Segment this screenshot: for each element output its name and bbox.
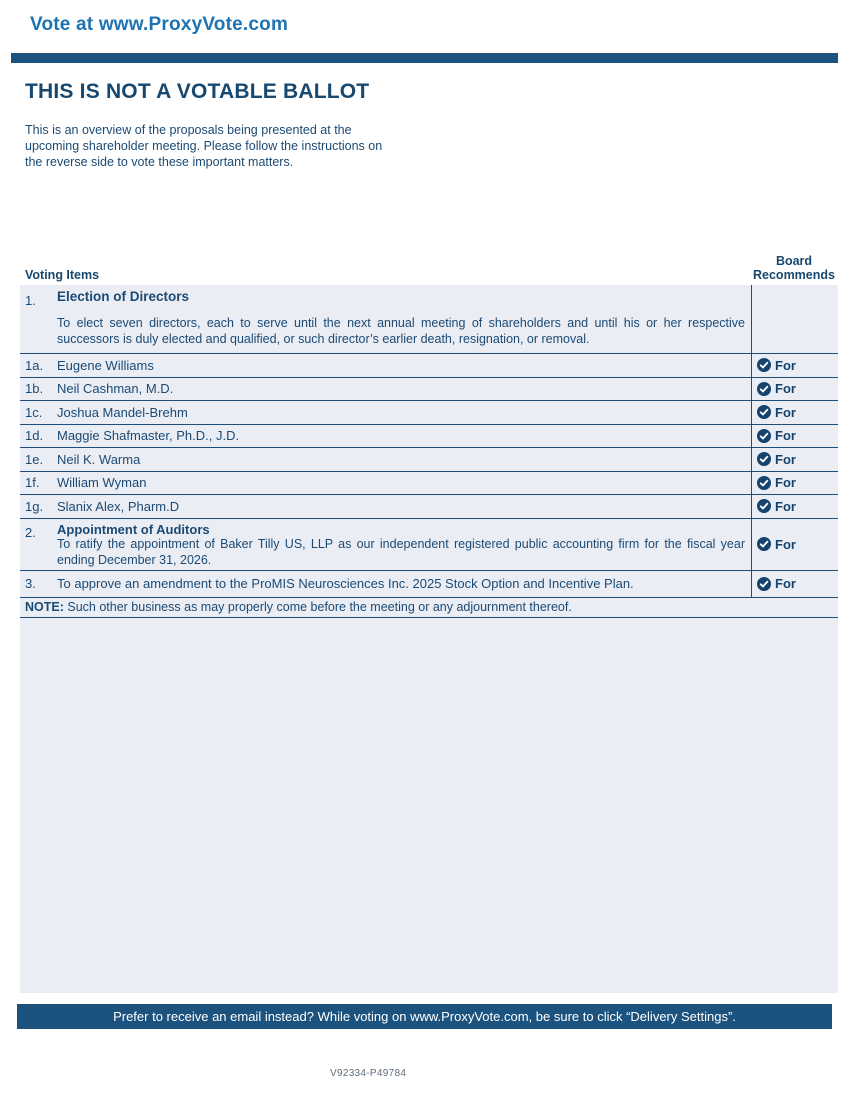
item-number: 1.: [25, 293, 36, 308]
row-main-cell: [20, 472, 752, 495]
item-number: 2.: [25, 524, 36, 540]
recommendation-cell: [752, 519, 838, 570]
item-description: To elect seven directors, each to serve until the next annual meeting of shareholders and until his or her respective successors is duly elected and qualified, or such director’s earlier death, resignation, or removal.: [57, 316, 745, 346]
candidate-name: Neil K. Warma: [57, 451, 141, 467]
table-row-candidate: [20, 448, 838, 472]
proxyvote-link: Vote at www.ProxyVote.com: [30, 14, 289, 35]
check-circle-icon: [757, 452, 771, 466]
voting-table: [20, 252, 838, 993]
check-circle-icon: [757, 429, 771, 443]
recommendation-label: For: [775, 357, 796, 373]
row-main-cell: [20, 448, 752, 471]
recommendation-label: For: [775, 404, 796, 420]
item-number: 1d.: [25, 428, 44, 444]
row-main-cell: [20, 495, 752, 518]
recommendation-cell: [752, 571, 838, 597]
item-number: 3.: [25, 576, 36, 591]
recommendation-label: For: [775, 381, 796, 397]
recommendation-label: For: [775, 428, 796, 444]
table-row-candidate: [20, 472, 838, 496]
note-body: Such other business as may properly come before the meeting or any adjournment thereof.: [67, 600, 572, 614]
intro-line: the reverse side to vote these important matters.: [25, 155, 294, 169]
table-row-note: [20, 598, 838, 618]
row-main-cell: [20, 354, 752, 377]
candidate-name: Maggie Shafmaster, Ph.D., J.D.: [57, 428, 240, 444]
board-recommends-header: Board Recommends: [753, 254, 835, 282]
item-number: 1f.: [25, 475, 40, 491]
candidate-name: Neil Cashman, M.D.: [57, 381, 174, 397]
recommendation-cell: [752, 401, 838, 424]
proposal-text: To approve an amendment to the ProMIS Neurosciences Inc. 2025 Stock Option and Incentive Plan.: [57, 576, 634, 591]
email-preference-banner: [17, 1004, 832, 1029]
item-number: 1g.: [25, 498, 44, 514]
row-main-cell: [20, 571, 752, 597]
voting-items-header: Voting Items: [25, 268, 100, 282]
document-control-number: V92334-P49784: [330, 1068, 407, 1079]
check-circle-icon: [757, 499, 771, 513]
table-row-proposal: [20, 571, 838, 598]
row-main-cell: [20, 598, 838, 617]
header-divider-bar: [11, 53, 838, 63]
table-row-candidate: [20, 401, 838, 425]
item-body: [57, 522, 751, 570]
recommendation-label: For: [775, 498, 796, 514]
recommendation-label: For: [775, 536, 796, 552]
table-row-proposal: [20, 519, 838, 571]
intro-line: This is an overview of the proposals being presented at the: [25, 123, 352, 137]
note-text: [25, 600, 838, 614]
recommendation-label: For: [775, 576, 796, 591]
recommendation-cell: [752, 495, 838, 518]
item-number: 1c.: [25, 404, 43, 420]
item-title: Appointment of Auditors: [57, 521, 210, 537]
check-circle-icon: [757, 405, 771, 419]
note-label: NOTE:: [25, 600, 64, 614]
item-number: 1a.: [25, 357, 44, 373]
table-row-candidate: [20, 354, 838, 378]
row-main-cell: [20, 519, 752, 570]
recommendation-cell: [752, 425, 838, 448]
check-circle-icon: [757, 476, 771, 490]
check-circle-icon: [757, 382, 771, 396]
recommendation-cell: [752, 448, 838, 471]
item-number: 1e.: [25, 451, 44, 467]
row-main-cell: [20, 401, 752, 424]
candidate-name: Slanix Alex, Pharm.D: [57, 498, 180, 514]
row-main-cell: [20, 425, 752, 448]
recommendation-cell: [752, 378, 838, 401]
intro-line: upcoming shareholder meeting. Please follow the instructions on: [25, 139, 383, 153]
check-circle-icon: [757, 358, 771, 372]
item-description: To ratify the appointment of Baker Tilly US, LLP as our independent registered public accounting firm for the fiscal year ending December 31, 2026.: [57, 537, 745, 567]
candidate-name: Joshua Mandel-Brehm: [57, 404, 188, 420]
empty-panel: [20, 618, 838, 993]
candidate-name: William Wyman: [57, 475, 147, 491]
table-row-candidate: [20, 378, 838, 402]
banner-text: Prefer to receive an email instead? While voting on www.ProxyVote.com, be sure to click “Delivery Settings”.: [113, 1009, 736, 1024]
recommendation-label: For: [775, 451, 796, 467]
item-title: Election of Directors: [57, 289, 190, 304]
candidate-name: Eugene Williams: [57, 357, 154, 373]
row-main-cell: [20, 378, 752, 401]
intro-paragraph: [25, 122, 382, 170]
table-row-section: [20, 285, 838, 354]
table-row-candidate: [20, 495, 838, 519]
table-row-candidate: [20, 425, 838, 449]
item-number: 1b.: [25, 381, 44, 397]
recommendation-cell: [752, 285, 838, 353]
item-body: [57, 289, 751, 353]
recommendation-cell: [752, 354, 838, 377]
page-title: THIS IS NOT A VOTABLE BALLOT: [25, 80, 370, 103]
voting-rows: [20, 285, 838, 618]
check-circle-icon: [757, 537, 771, 551]
row-main-cell: [20, 285, 752, 353]
check-circle-icon: [757, 577, 771, 591]
recommendation-cell: [752, 472, 838, 495]
table-column-headers: [20, 252, 838, 285]
recommendation-label: For: [775, 475, 796, 491]
